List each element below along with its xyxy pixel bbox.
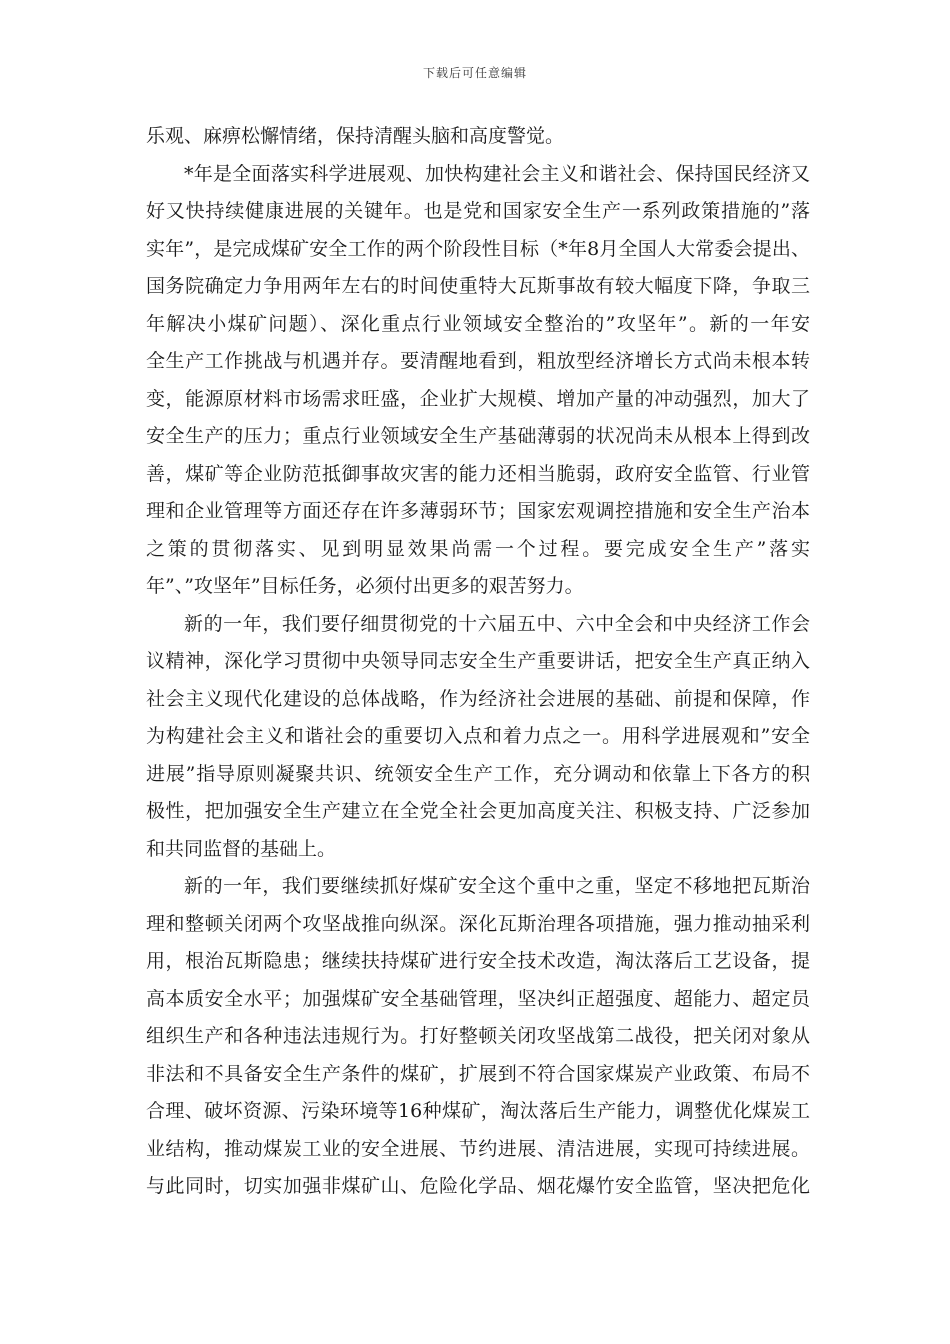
text-line: 社会主义现代化建设的总体战略，作为经济社会进展的基础、前提和保障，作 <box>146 687 810 710</box>
text-line: 善，煤矿等企业防范抵御事故灾害的能力还相当脆弱，政府安全监管、行业管 <box>146 462 810 485</box>
text-line: 进展”指导原则凝聚共识、统领安全生产工作，充分调动和依靠上下各方的积 <box>146 762 810 785</box>
text-line: 变，能源原材料市场需求旺盛，企业扩大规模、增加产量的冲动强烈，加大了 <box>146 387 810 410</box>
text-line: 组织生产和各种违法违规行为。打好整顿关闭攻坚战第二战役，把关闭对象从 <box>146 1025 810 1047</box>
text-line: *年是全面落实科学进展观、加快构建社会主义和谐社会、保持国民经济又 <box>184 162 810 185</box>
text-line: 为构建社会主义和谐社会的重要切入点和着力点之一。用科学进展观和”安全 <box>146 725 810 747</box>
text-line: 好又快持续健康进展的关键年。也是党和国家安全生产一系列政策措施的”落 <box>146 200 810 222</box>
text-line: 国务院确定力争用两年左右的时间使重特大瓦斯事故有较大幅度下降，争取三 <box>146 275 810 297</box>
text-line: 年”、”攻坚年”目标任务，必须付出更多的艰苦努力。 <box>146 575 584 597</box>
text-line: 实年”，是完成煤矿安全工作的两个阶段性目标（*年8月全国人大常委会提出、 <box>146 237 810 260</box>
text-line: 非法和不具备安全生产条件的煤矿，扩展到不符合国家煤炭产业政策、布局不 <box>146 1062 810 1085</box>
text-line: 和共同监督的基础上。 <box>146 837 337 860</box>
text-line: 全生产工作挑战与机遇并存。要清醒地看到，粗放型经济增长方式尚未根本转 <box>146 350 810 372</box>
text-line: 年解决小煤矿问题）、深化重点行业领域安全整治的”攻坚年”。新的一年安 <box>146 312 810 335</box>
document-body <box>146 118 810 1206</box>
text-line: 用，根治瓦斯隐患；继续扶持煤矿进行安全技术改造，淘汰落后工艺设备，提 <box>146 950 810 972</box>
text-line: 极性，把加强安全生产建立在全党全社会更加高度关注、积极支持、广泛参加 <box>146 800 810 822</box>
text-line: 业结构，推动煤炭工业的安全进展、节约进展、清洁进展，实现可持续进展。 <box>146 1137 810 1160</box>
text-line: 安全生产的压力；重点行业领域安全生产基础薄弱的状况尚未从根本上得到改 <box>146 425 810 447</box>
text-line: 理和企业管理等方面还存在许多薄弱环节；国家宏观调控措施和安全生产治本 <box>146 500 810 522</box>
text-line: 议精神，深化学习贯彻中央领导同志安全生产重要讲话，把安全生产真正纳入 <box>146 650 810 672</box>
text-line: 新的一年，我们要仔细贯彻党的十六届五中、六中全会和中央经济工作会 <box>184 612 810 635</box>
page-header: 下载后可任意编辑 <box>422 66 527 80</box>
text-line: 理和整顿关闭两个攻坚战推向纵深。深化瓦斯治理各项措施，强力推动抽采利 <box>146 912 810 935</box>
text-line: 新的一年，我们要继续抓好煤矿安全这个重中之重，坚定不移地把瓦斯治 <box>184 875 810 897</box>
text-line: 乐观、麻痹松懈情绪，保持清醒头脑和高度警觉。 <box>146 125 565 147</box>
text-line: 合理、破坏资源、污染环境等16种煤矿，淘汰落后生产能力，调整优化煤炭工 <box>146 1100 810 1122</box>
text-line: 之策的贯彻落实、见到明显效果尚需一个过程。要完成安全生产”落实 <box>146 537 810 560</box>
text-line: 高本质安全水平；加强煤矿安全基础管理，坚决纠正超强度、超能力、超定员 <box>146 987 810 1010</box>
text-line: 与此同时，切实加强非煤矿山、危险化学品、烟花爆竹安全监管，坚决把危化 <box>146 1175 810 1197</box>
